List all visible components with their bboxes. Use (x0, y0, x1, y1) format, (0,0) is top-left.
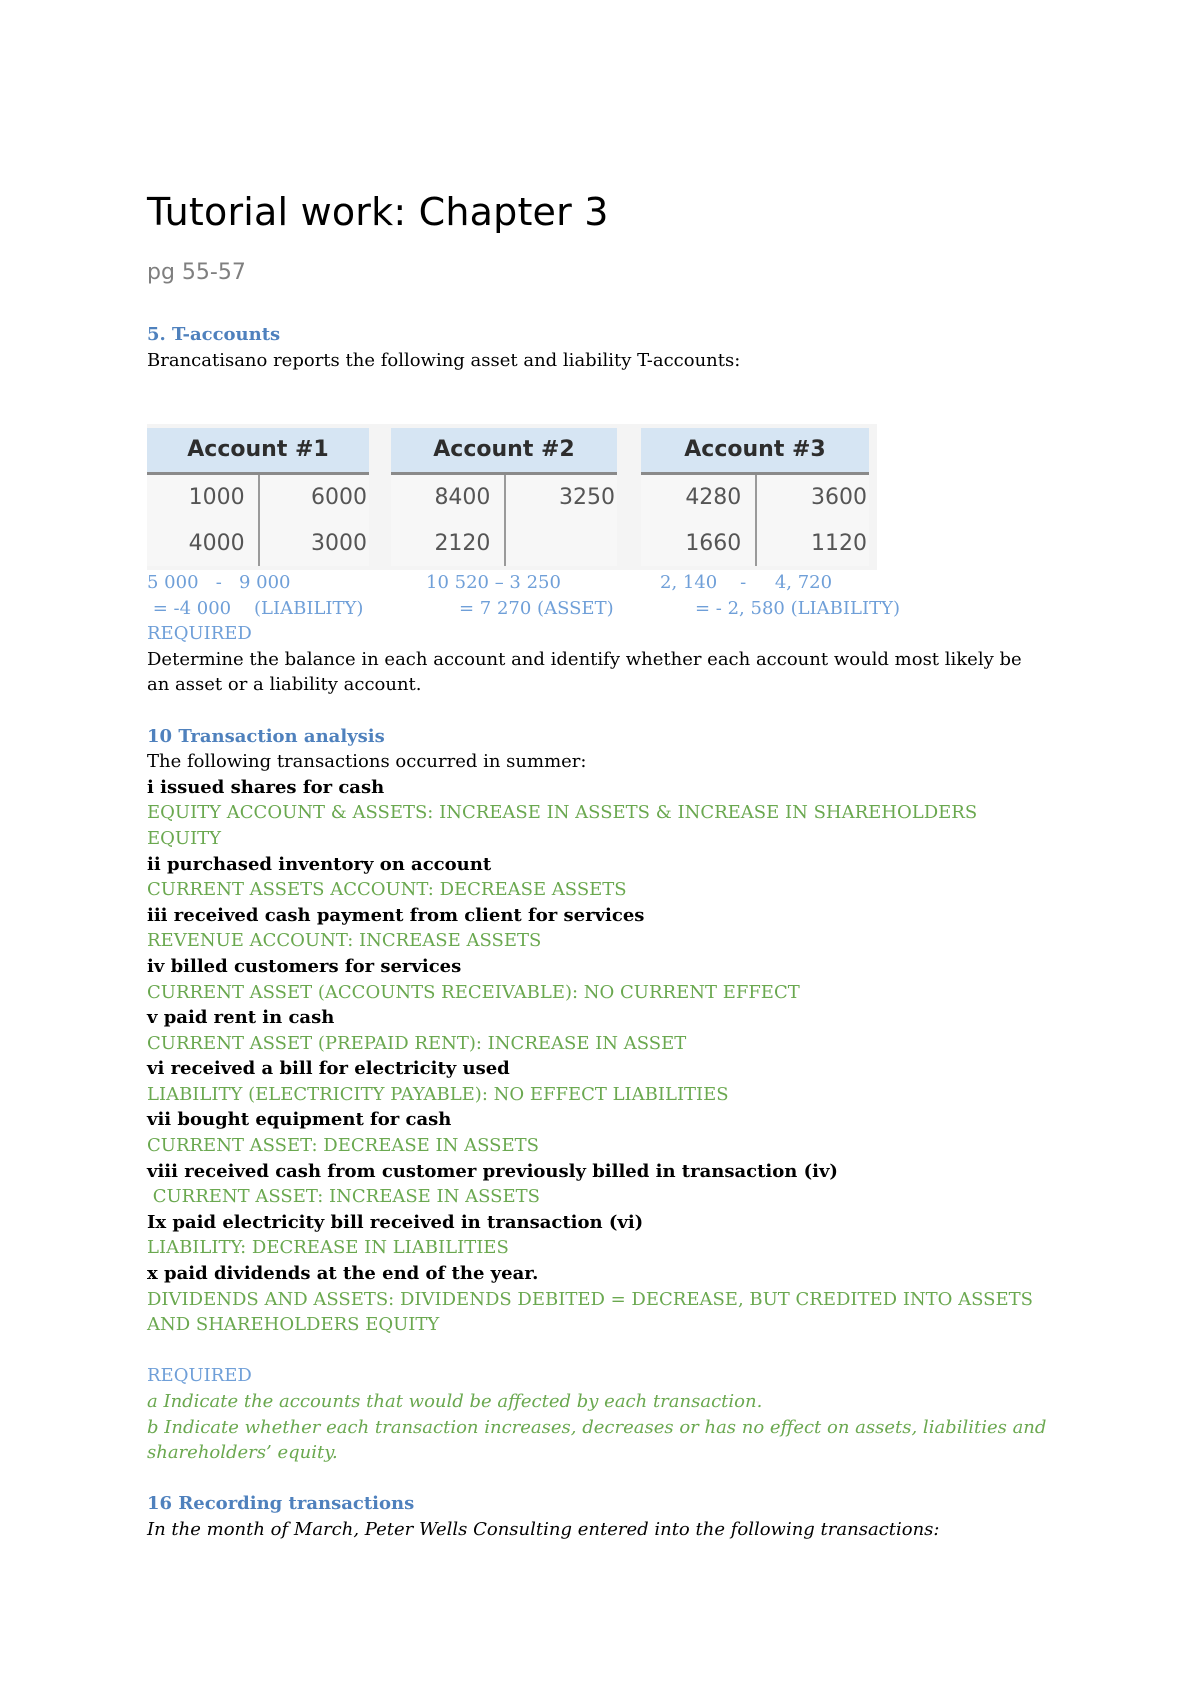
t-account-3 (641, 428, 869, 566)
transaction-answer: LIABILITY (ELECTRICITY PAYABLE): NO EFFECT LIABILITIES (147, 1083, 729, 1105)
debit-cell: 2120 (434, 531, 491, 557)
page-subtitle: pg 55-57 (147, 260, 246, 285)
transaction-question: x paid dividends at the end of the year. (147, 1263, 539, 1285)
q10-required-a: a Indicate the accounts that would be affected by each transaction. (147, 1391, 763, 1412)
transaction-answer: CURRENT ASSET (PREPAID RENT): INCREASE IN ASSET (147, 1032, 687, 1054)
t-account-2 (391, 428, 617, 566)
credit-cell: 3250 (559, 485, 615, 511)
transaction-question: vii bought equipment for cash (147, 1109, 452, 1131)
calc-account-2-line1: 10 520 – 3 250 (426, 572, 561, 594)
credit-cell: 3600 (811, 485, 867, 511)
transaction-answer: REVENUE ACCOUNT: INCREASE ASSETS (147, 930, 542, 952)
q16-intro: In the month of March, Peter Wells Consulting entered into the following transactions: (147, 1518, 940, 1540)
t-account-header: Account #2 (391, 428, 617, 475)
transaction-question: i issued shares for cash (147, 776, 385, 798)
transaction-question: v paid rent in cash (147, 1007, 335, 1029)
q5-heading: 5. T-accounts (147, 324, 281, 345)
transaction-question: viii received cash from customer previously billed in transaction (iv) (147, 1160, 838, 1182)
balance-calculations (147, 570, 1047, 621)
debit-cell: 4280 (685, 485, 742, 511)
transaction-question: ii purchased inventory on account (147, 853, 492, 875)
transaction-answer: CURRENT ASSET: DECREASE IN ASSETS (147, 1135, 539, 1157)
t-account-1 (147, 428, 369, 566)
t-account-header: Account #3 (641, 428, 869, 475)
credit-cell: 1120 (811, 531, 867, 557)
transaction-answer: LIABILITY: DECREASE IN LIABILITIES (147, 1237, 509, 1259)
q16-heading: 16 Recording transactions (147, 1493, 415, 1515)
t-account-header: Account #1 (147, 428, 369, 475)
q10-intro: The following transactions occurred in summer: (147, 751, 587, 773)
transaction-question: vi received a bill for electricity used (147, 1058, 510, 1080)
debit-cell: 8400 (434, 485, 491, 511)
calc-account-3-line2: = - 2, 580 (LIABILITY) (695, 597, 900, 619)
transaction-answer: DIVIDENDS AND ASSETS: DIVIDENDS DEBITED = DECREASE, BUT CREDITED INTO ASSETS AND SHAREHOLDERS EQUITY (147, 1288, 1033, 1336)
transaction-answer: CURRENT ASSET: INCREASE IN ASSETS (147, 1186, 540, 1208)
q5-required-text: Determine the balance in each account and identify whether each account would most likely be an asset or a liability account. (147, 648, 1022, 696)
q5-intro: Brancatisano reports the following asset and liability T-accounts: (147, 349, 741, 371)
transaction-question: iv billed customers for services (147, 955, 462, 977)
transaction-question: iii received cash payment from client for services (147, 904, 645, 926)
debit-cell: 4000 (188, 531, 245, 557)
q5-required-label: REQUIRED (147, 623, 252, 645)
transaction-answer: EQUITY ACCOUNT & ASSETS: INCREASE IN ASSETS & INCREASE IN SHAREHOLDERS EQUITY (147, 802, 978, 849)
q10-required-b: b Indicate whether each transaction increases, decreases or has no effect on assets, liabilities and shareholders’ equity. (147, 1416, 1047, 1464)
t-accounts-figure (147, 424, 877, 570)
calc-account-2-line2: = 7 270 (ASSET) (459, 597, 614, 619)
transaction-answer: CURRENT ASSET (ACCOUNTS RECEIVABLE): NO CURRENT EFFECT (147, 981, 800, 1003)
transaction-question: Ix paid electricity bill received in transaction (vi) (147, 1211, 644, 1233)
credit-cell: 3000 (311, 531, 367, 557)
credit-cell: 6000 (311, 485, 367, 511)
q10-required-label: REQUIRED (147, 1365, 252, 1387)
debit-cell: 1660 (685, 531, 742, 557)
page-title: Tutorial work: Chapter 3 (147, 190, 609, 234)
calc-account-3-line1: 2, 140 - 4, 720 (660, 572, 833, 594)
q10-heading: 10 Transaction analysis (147, 725, 385, 747)
calc-account-1-line2: = -4 000 (LIABILITY) (147, 597, 364, 619)
document-body (147, 322, 1047, 1543)
calc-account-1-line1: 5 000 - 9 000 (147, 572, 291, 594)
transaction-answer: CURRENT ASSETS ACCOUNT: DECREASE ASSETS (147, 879, 627, 901)
debit-cell: 1000 (188, 485, 245, 511)
